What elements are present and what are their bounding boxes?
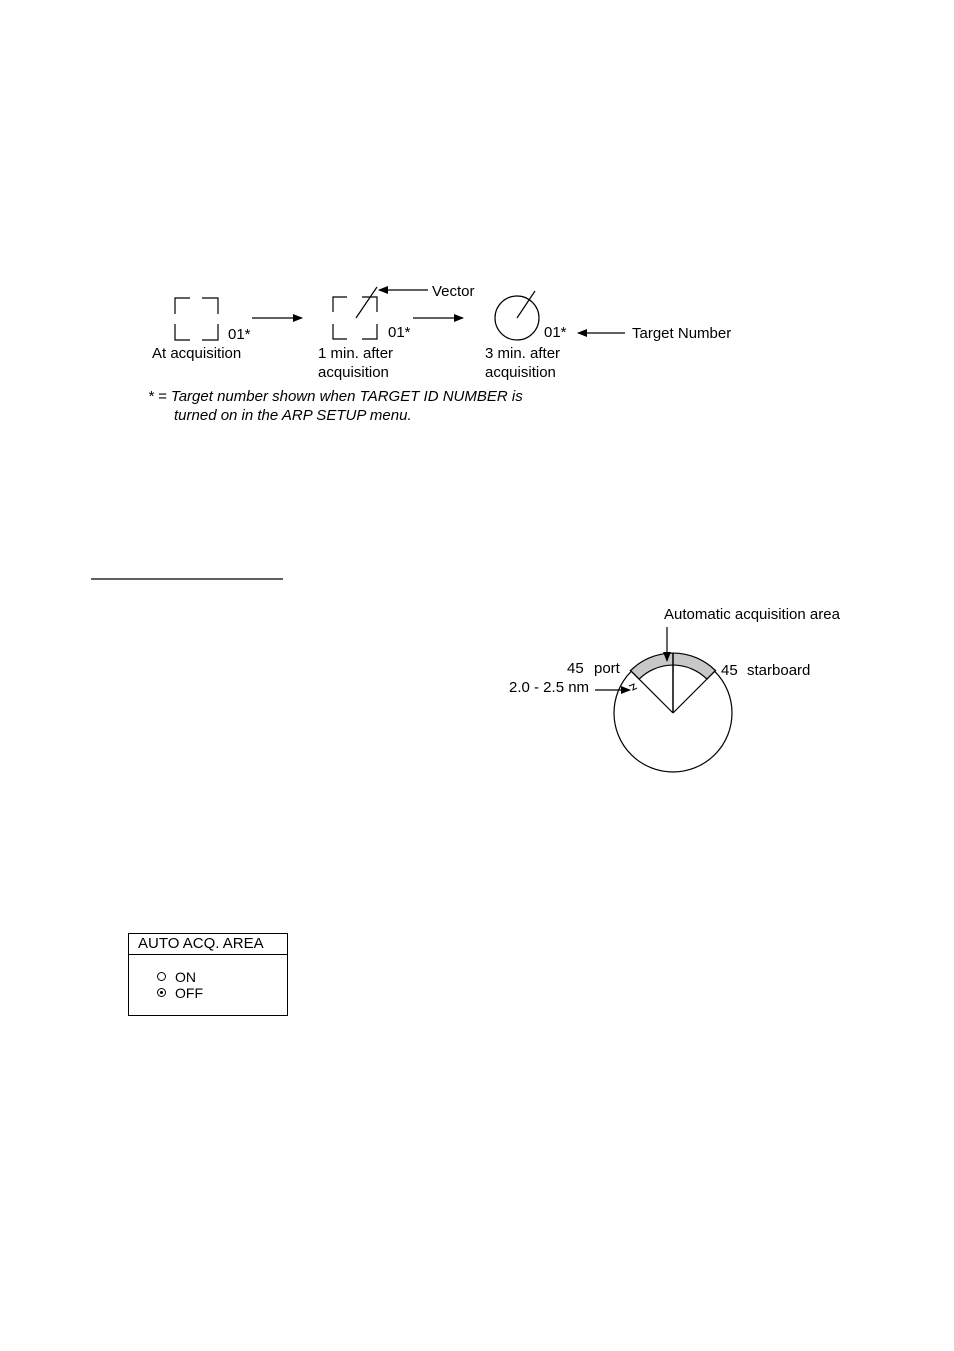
stage1-target-number: 01*: [228, 326, 251, 343]
stage3-target-number: 01*: [544, 324, 567, 341]
stage3-label-line2: acquisition: [485, 364, 556, 381]
stage1-label: At acquisition: [152, 345, 242, 362]
vector-line-stage2: [356, 287, 377, 318]
vector-line-stage3: [517, 291, 535, 318]
target-number-label: Target Number: [632, 325, 732, 342]
auto-acquisition-area-diagram: [595, 627, 732, 772]
radio-icon: [157, 972, 166, 981]
option-off[interactable]: [157, 985, 203, 1001]
stage2-label-line1: 1 min. after: [318, 345, 394, 362]
option-off-label: OFF: [175, 985, 203, 1001]
option-on-label: ON: [175, 969, 196, 985]
starboard-degrees: 45: [721, 662, 738, 679]
port-label: port: [594, 660, 620, 677]
range-label: 2.0 - 2.5 nm: [509, 679, 590, 696]
starboard-label: starboard: [747, 662, 811, 679]
stage2-target-number: 01*: [388, 324, 411, 341]
option-on[interactable]: [157, 969, 196, 985]
stage3-label-line1: 3 min. after: [485, 345, 561, 362]
acquisition-symbol-stage1: [175, 298, 218, 340]
port-degrees: 45: [567, 660, 584, 677]
vector-label: Vector: [432, 283, 475, 300]
footnote-line2: turned on in the ARP SETUP menu.: [174, 407, 412, 424]
stage2-label-line2: acquisition: [318, 364, 389, 381]
acquisition-symbol-stage2: [333, 297, 377, 339]
menu-title: AUTO ACQ. AREA: [129, 934, 287, 955]
area-title: Automatic acquisition area: [664, 606, 840, 623]
footnote-line1: * = Target number shown when TARGET ID NUMBER is: [148, 388, 523, 405]
auto-acq-area-menu: [128, 933, 288, 1016]
radio-selected-icon: [157, 988, 166, 997]
